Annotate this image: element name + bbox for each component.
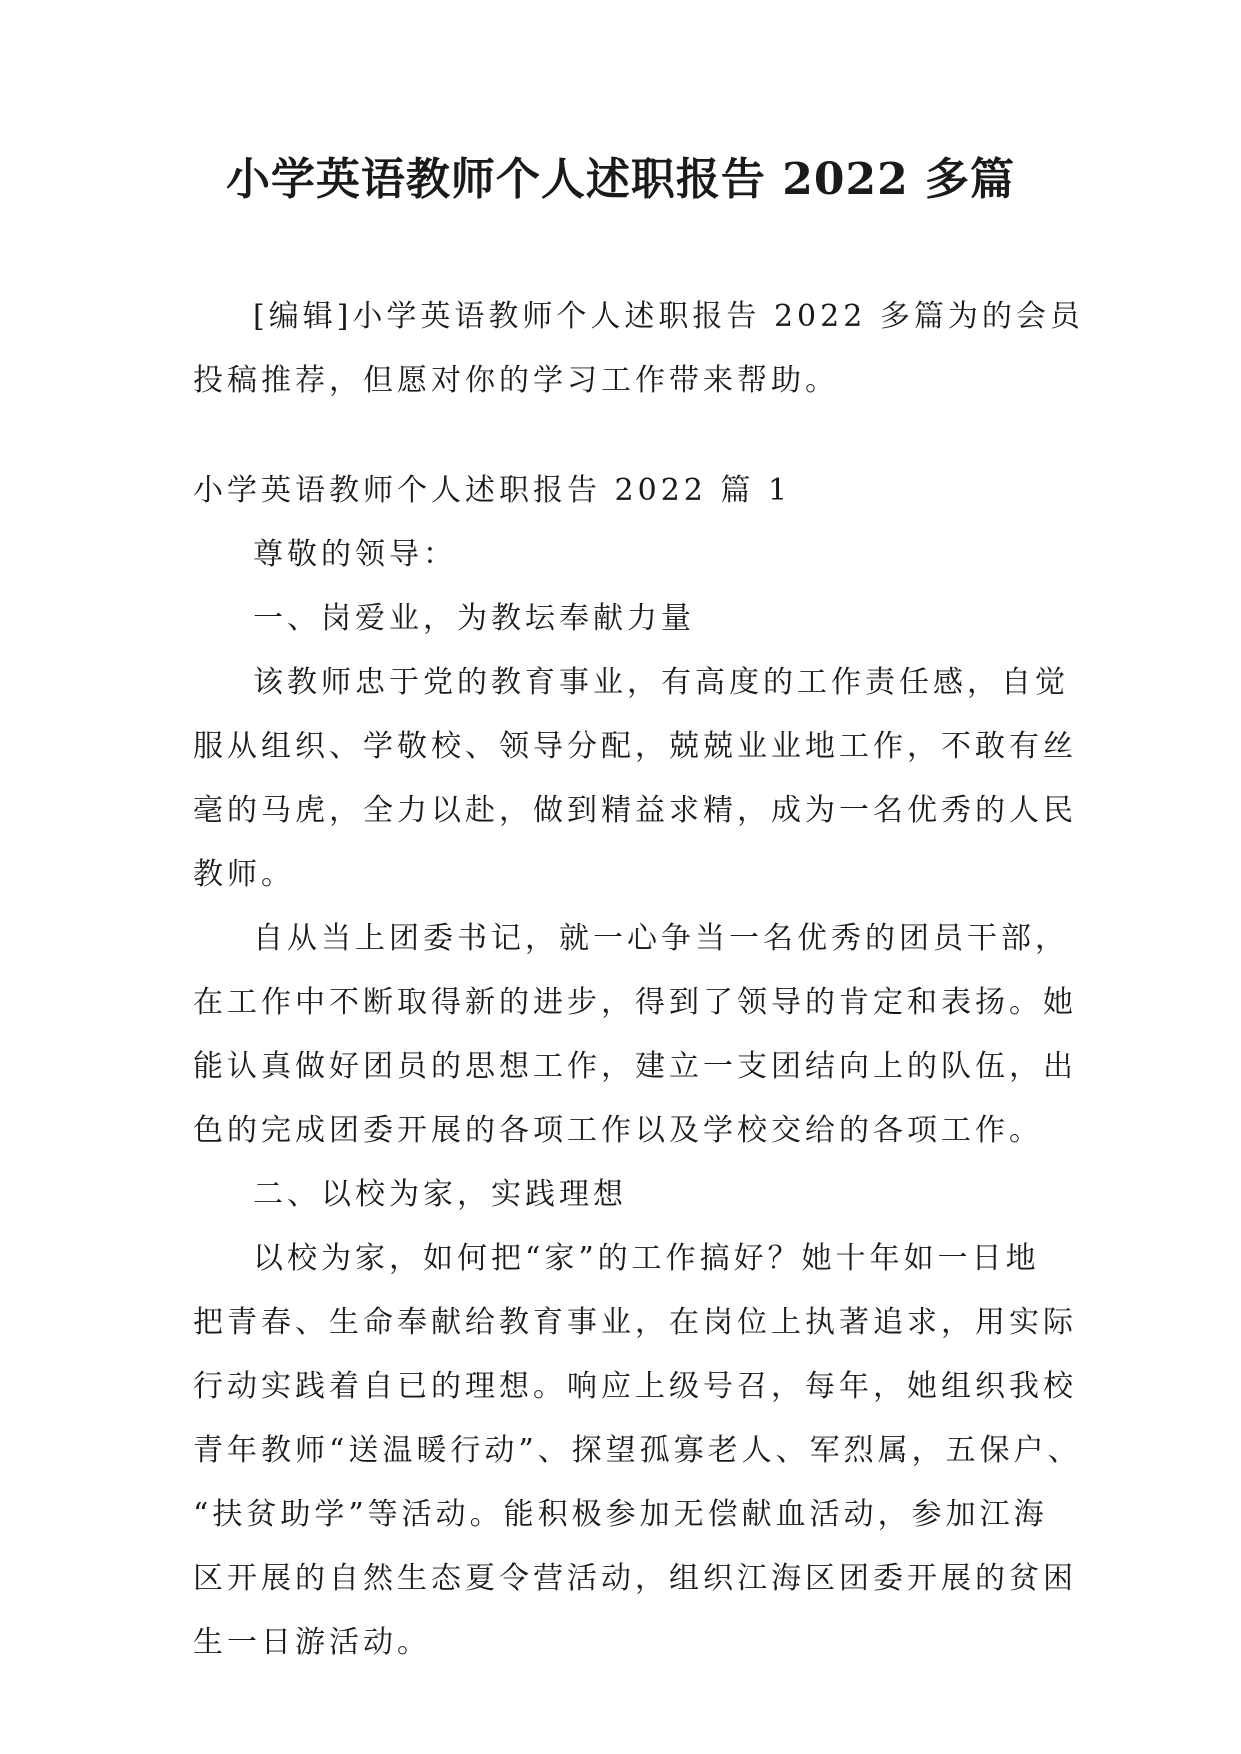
paragraph-two <box>193 907 1077 1163</box>
paragraph-line: 在工作中不断取得新的进步，得到了领导的肯定和表扬。她 <box>193 985 1077 1020</box>
paragraph-line: “扶贫助学”等活动。能积极参加无偿献血活动，参加江海 <box>193 1497 1048 1532</box>
paragraph-one <box>193 651 1077 907</box>
document-body <box>193 459 1082 1675</box>
paragraph-line: 色的完成团委开展的各项工作以及学校交给的各项工作。 <box>193 1113 1043 1148</box>
paragraph-line: 该教师忠于党的教育事业，有高度的工作责任感，自觉 <box>253 665 1069 700</box>
paragraph-line: 自从当上团委书记，就一心争当一名优秀的团员干部， <box>253 921 1069 956</box>
section-heading: 小学英语教师个人述职报告 2022 篇 1 <box>193 473 792 508</box>
intro-line: 投稿推荐，但愿对你的学习工作带来帮助。 <box>193 363 839 398</box>
document-title: 小学英语教师个人述职报告 2022 多篇 <box>225 154 1016 205</box>
paragraph-line: 青年教师“送温暖行动”、探望孤寡老人、军烈属，五保户、 <box>193 1433 1082 1468</box>
intro-paragraph <box>193 285 1084 413</box>
paragraph-line: 以校为家，如何把“家”的工作搞好？她十年如一日地 <box>253 1241 1040 1276</box>
paragraph-line: 教师。 <box>193 857 295 892</box>
paragraph-line: 把青春、生命奉献给教育事业，在岗位上执著追求，用实际 <box>193 1305 1077 1340</box>
paragraph-line: 毫的马虎，全力以赴，做到精益求精，成为一名优秀的人民 <box>193 793 1077 828</box>
paragraph-line: 能认真做好团员的思想工作，建立一支团结向上的队伍，出 <box>193 1049 1077 1084</box>
heading-two: 二、以校为家，实践理想 <box>253 1177 627 1212</box>
paragraph-line: 区开展的自然生态夏令营活动，组织江海区团委开展的贫困 <box>193 1561 1077 1596</box>
paragraph-line: 行动实践着自已的理想。响应上级号召，每年，她组织我校 <box>193 1369 1077 1404</box>
salutation: 尊敬的领导： <box>253 537 457 572</box>
paragraph-line: 服从组织、学敬校、领导分配，兢兢业业地工作，不敢有丝 <box>193 729 1077 764</box>
heading-one: 一、岗爱业，为教坛奉献力量 <box>253 601 695 636</box>
paragraph-line: 生一日游活动。 <box>193 1625 431 1660</box>
intro-line: [编辑]小学英语教师个人述职报告 2022 多篇为的会员 <box>253 299 1084 334</box>
paragraph-three <box>193 1227 1082 1675</box>
